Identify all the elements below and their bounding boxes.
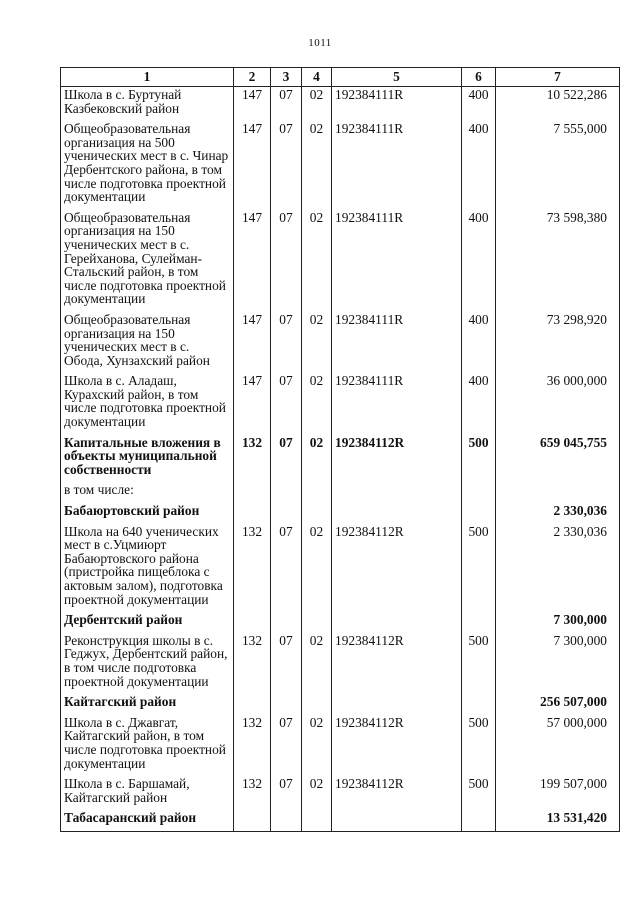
row-name: Реконструкция школы в с. Геджух, Дербентский район, в том числе подготовка проектной документации (61, 633, 234, 694)
row-code-4: 02 (302, 435, 332, 483)
row-amount: 256 507,000 (496, 694, 620, 715)
row-code-3: 07 (271, 312, 302, 373)
row-code-2: 147 (234, 121, 271, 210)
row-amount: 73 298,920 (496, 312, 620, 373)
row-name: Общеобразовательная организация на 150 ученических мест в с. Обода, Хунзахский район (61, 312, 234, 373)
row-code-3: 07 (271, 435, 302, 483)
row-code-3: 07 (271, 210, 302, 312)
row-code-6 (462, 612, 496, 633)
row-amount: 73 598,380 (496, 210, 620, 312)
row-code-5 (332, 503, 462, 524)
row-code-5: 192384111R (332, 121, 462, 210)
row-code-4 (302, 694, 332, 715)
row-code-4: 02 (302, 633, 332, 694)
row-code-2: 132 (234, 435, 271, 483)
row-code-3: 07 (271, 121, 302, 210)
row-code-4: 02 (302, 312, 332, 373)
table-row (61, 612, 620, 633)
row-code-6: 400 (462, 121, 496, 210)
row-amount: 36 000,000 (496, 373, 620, 434)
column-header: 3 (271, 68, 302, 87)
row-name: Дербентский район (61, 612, 234, 633)
row-name: в том числе: (61, 482, 234, 503)
row-code-5: 192384111R (332, 87, 462, 122)
row-amount: 7 300,000 (496, 633, 620, 694)
row-code-4: 02 (302, 210, 332, 312)
row-amount: 57 000,000 (496, 715, 620, 776)
table-row (61, 210, 620, 312)
table-row (61, 503, 620, 524)
column-header: 1 (61, 68, 234, 87)
table-header-row (61, 68, 620, 87)
row-amount: 10 522,286 (496, 87, 620, 122)
row-code-2 (234, 810, 271, 831)
table-row (61, 373, 620, 434)
row-code-2: 132 (234, 776, 271, 810)
row-code-6: 400 (462, 373, 496, 434)
row-code-3 (271, 810, 302, 831)
row-code-6: 400 (462, 312, 496, 373)
table-row (61, 776, 620, 810)
row-code-3: 07 (271, 87, 302, 122)
table-row (61, 87, 620, 122)
table-row (61, 524, 620, 613)
row-code-5 (332, 810, 462, 831)
row-code-2: 147 (234, 87, 271, 122)
row-code-5: 192384112R (332, 776, 462, 810)
row-name: Бабаюртовский район (61, 503, 234, 524)
column-header: 4 (302, 68, 332, 87)
row-code-6: 500 (462, 524, 496, 613)
row-code-3: 07 (271, 633, 302, 694)
row-code-2: 132 (234, 633, 271, 694)
row-code-5: 192384111R (332, 373, 462, 434)
budget-table (60, 67, 620, 832)
row-code-5: 192384112R (332, 435, 462, 483)
row-code-4: 02 (302, 776, 332, 810)
row-code-2 (234, 482, 271, 503)
column-header: 5 (332, 68, 462, 87)
row-code-5: 192384111R (332, 312, 462, 373)
column-header: 2 (234, 68, 271, 87)
row-code-5: 192384111R (332, 210, 462, 312)
row-code-2: 147 (234, 312, 271, 373)
table-row (61, 633, 620, 694)
row-name: Общеобразовательная организация на 150 ученических мест в с. Герейханова, Сулейман-Стальский район, в том числе подготовка проектной документации (61, 210, 234, 312)
row-code-3: 07 (271, 776, 302, 810)
row-code-3 (271, 482, 302, 503)
row-code-6: 500 (462, 776, 496, 810)
row-code-2: 147 (234, 210, 271, 312)
row-name: Кайтагский район (61, 694, 234, 715)
row-amount: 199 507,000 (496, 776, 620, 810)
row-amount: 659 045,755 (496, 435, 620, 483)
table-body (61, 87, 620, 832)
row-code-3: 07 (271, 373, 302, 434)
row-code-4: 02 (302, 524, 332, 613)
row-code-2 (234, 612, 271, 633)
column-header: 6 (462, 68, 496, 87)
row-code-6 (462, 482, 496, 503)
row-code-3: 07 (271, 524, 302, 613)
row-code-4 (302, 482, 332, 503)
table-row (61, 121, 620, 210)
row-code-6: 500 (462, 435, 496, 483)
row-amount: 13 531,420 (496, 810, 620, 831)
row-code-4 (302, 810, 332, 831)
row-code-2: 132 (234, 715, 271, 776)
row-name: Табасаранский район (61, 810, 234, 831)
row-name: Школа в с. Баршамай, Кайтагский район (61, 776, 234, 810)
table-row (61, 810, 620, 831)
page-number: 1011 (308, 37, 332, 49)
row-code-3 (271, 694, 302, 715)
row-code-3: 07 (271, 715, 302, 776)
row-code-2: 132 (234, 524, 271, 613)
row-code-3 (271, 612, 302, 633)
row-code-6 (462, 810, 496, 831)
row-code-6: 400 (462, 87, 496, 122)
table-row (61, 715, 620, 776)
row-code-6: 500 (462, 715, 496, 776)
row-code-6 (462, 694, 496, 715)
table-row (61, 312, 620, 373)
table-row (61, 435, 620, 483)
row-name: Школа на 640 ученических мест в с.Уцмиюрт Бабаюртовского района (пристройка пищеблока с актовым залом), подготовка проектной документации (61, 524, 234, 613)
row-name: Общеобразовательная организация на 500 ученических мест в с. Чинар Дербентского района, в том числе подготовка проектной документации (61, 121, 234, 210)
row-code-2 (234, 503, 271, 524)
row-code-6: 400 (462, 210, 496, 312)
row-code-4: 02 (302, 373, 332, 434)
row-name: Школа в с. Буртунай Казбековский район (61, 87, 234, 122)
row-name: Школа в с. Джавгат, Кайтагский район, в том числе подготовка проектной документации (61, 715, 234, 776)
row-amount: 2 330,036 (496, 524, 620, 613)
row-code-2 (234, 694, 271, 715)
row-code-6 (462, 503, 496, 524)
row-amount (496, 482, 620, 503)
row-code-2: 147 (234, 373, 271, 434)
row-code-4: 02 (302, 87, 332, 122)
row-code-5 (332, 612, 462, 633)
row-amount: 2 330,036 (496, 503, 620, 524)
table-row (61, 694, 620, 715)
row-code-5: 192384112R (332, 524, 462, 613)
table-row (61, 482, 620, 503)
row-code-6: 500 (462, 633, 496, 694)
column-header: 7 (496, 68, 620, 87)
row-code-4: 02 (302, 121, 332, 210)
row-amount: 7 555,000 (496, 121, 620, 210)
row-code-3 (271, 503, 302, 524)
row-code-4: 02 (302, 715, 332, 776)
row-code-4 (302, 612, 332, 633)
row-code-4 (302, 503, 332, 524)
row-code-5: 192384112R (332, 715, 462, 776)
row-name: Капитальные вложения в объекты муниципальной собственности (61, 435, 234, 483)
row-amount: 7 300,000 (496, 612, 620, 633)
row-code-5 (332, 694, 462, 715)
row-name: Школа в с. Аладаш, Курахский район, в том числе подготовка проектной документации (61, 373, 234, 434)
row-code-5: 192384112R (332, 633, 462, 694)
row-code-5 (332, 482, 462, 503)
